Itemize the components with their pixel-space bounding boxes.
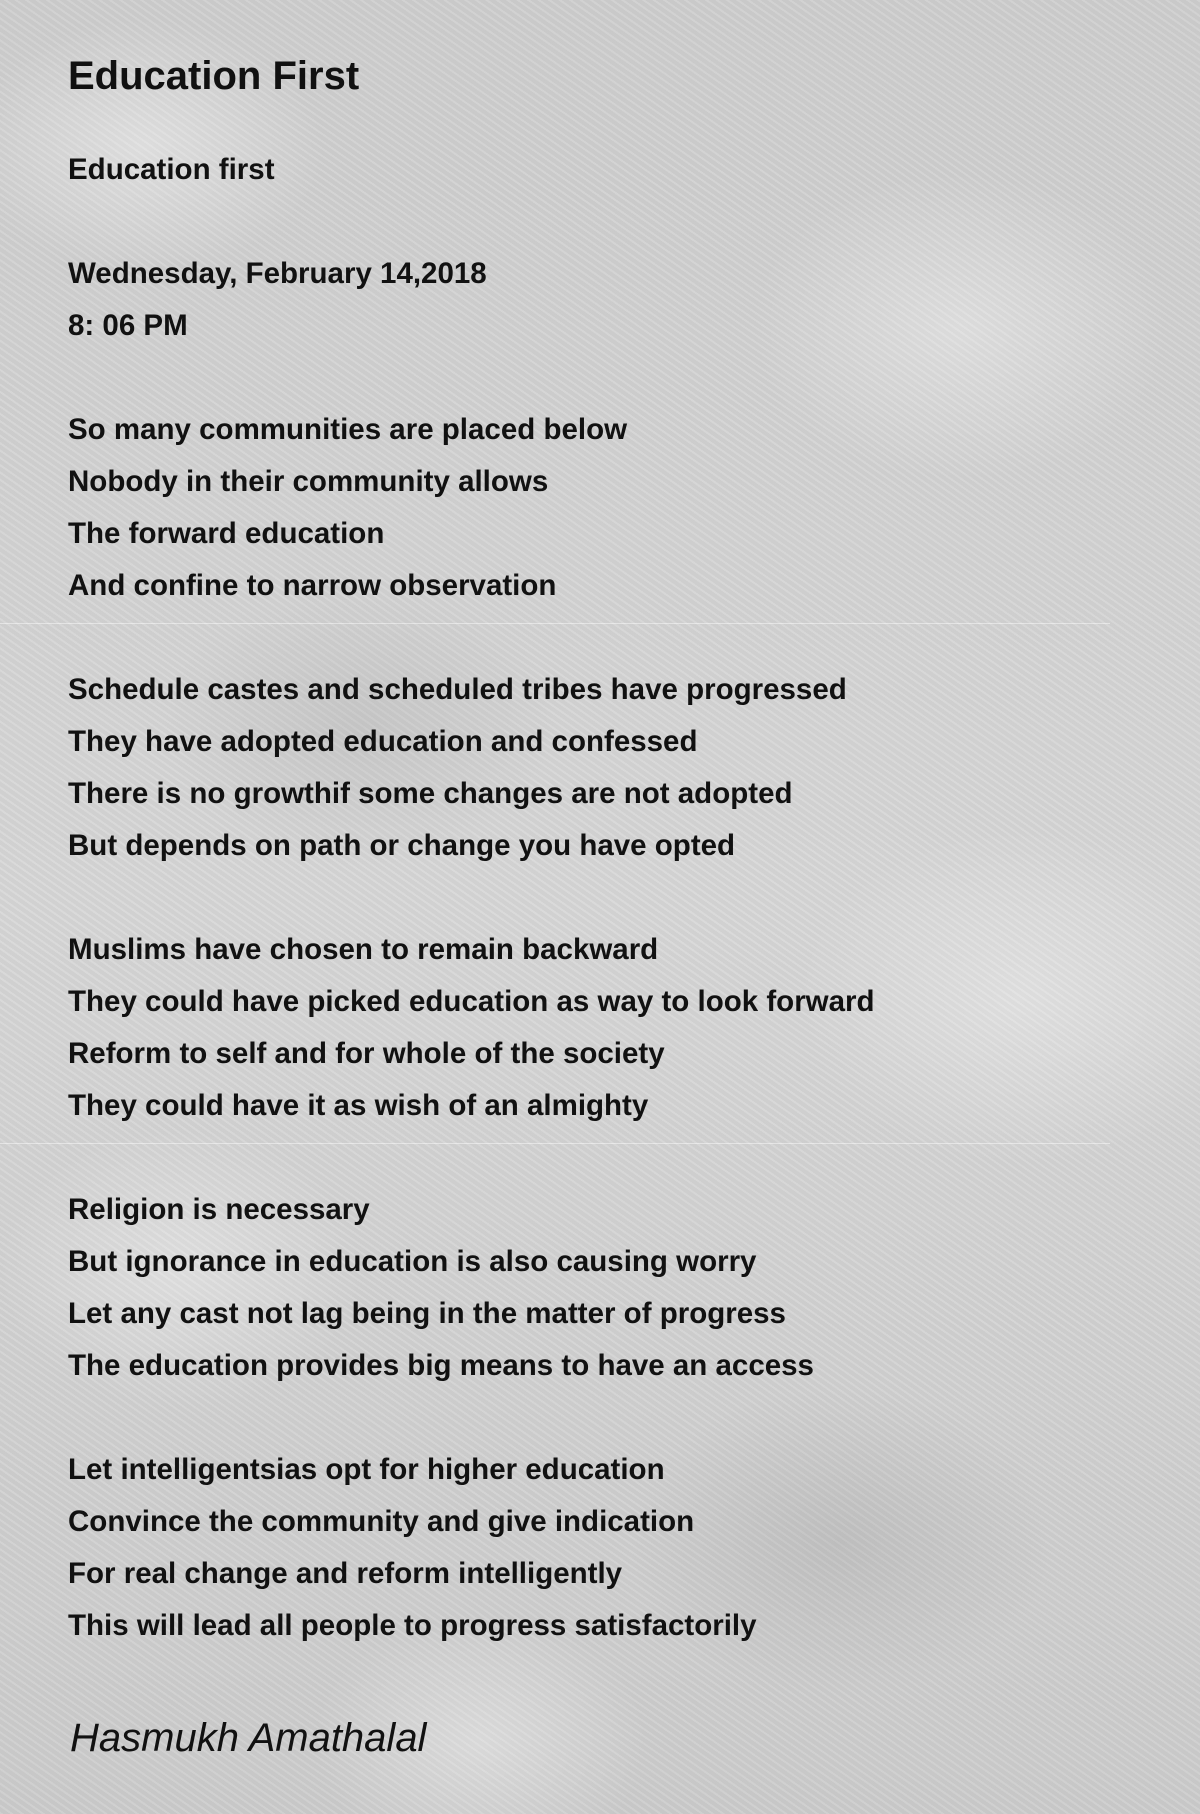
- poem-date: Wednesday, February 14,2018: [68, 257, 487, 290]
- poem-line: Muslims have chosen to remain backward: [68, 933, 659, 966]
- stanza-break: [68, 352, 1128, 404]
- stanza-break: [68, 872, 1128, 924]
- poem-line: And confine to narrow observation: [68, 569, 557, 602]
- poem-line: Schedule castes and scheduled tribes have progressed: [68, 673, 847, 706]
- poem-line: They could have picked education as way to look forward: [68, 985, 875, 1018]
- poem-line: There is no growthif some changes are not adopted: [68, 777, 793, 810]
- poem-line: Let any cast not lag being in the matter of progress: [68, 1297, 786, 1330]
- poem-line: But depends on path or change you have opted: [68, 829, 736, 862]
- poem-line: Convince the community and give indication: [68, 1505, 695, 1538]
- stanza-break: [68, 1132, 1128, 1184]
- poem: [68, 46, 1128, 1652]
- poem-line: For real change and reform intelligently: [68, 1557, 623, 1590]
- poem-title: Education First: [68, 54, 360, 98]
- poem-line: Reform to self and for whole of the society: [68, 1037, 665, 1070]
- poem-line: But ignorance in education is also causing worry: [68, 1245, 757, 1278]
- poem-line: The forward education: [68, 517, 385, 550]
- poem-time: 8: 06 PM: [68, 309, 188, 342]
- stanza-break: [68, 1392, 1128, 1444]
- poem-line: Religion is necessary: [68, 1193, 370, 1226]
- poem-line: So many communities are placed below: [68, 413, 628, 446]
- poem-line: They have adopted education and confessed: [68, 725, 698, 758]
- poem-line: Nobody in their community allows: [68, 465, 549, 498]
- poem-author: Hasmukh Amathalal: [70, 1716, 427, 1760]
- poem-line: Let intelligentsias opt for higher education: [68, 1453, 665, 1486]
- poem-line: This will lead all people to progress satisfactorily: [68, 1609, 757, 1642]
- poem-line: The education provides big means to have an access: [68, 1349, 814, 1382]
- poem-line: Education first: [68, 153, 275, 186]
- poem-body: [68, 144, 1128, 1652]
- poem-line: They could have it as wish of an almighty: [68, 1089, 649, 1122]
- stanza-break: [68, 196, 1128, 248]
- stanza-break: [68, 612, 1128, 664]
